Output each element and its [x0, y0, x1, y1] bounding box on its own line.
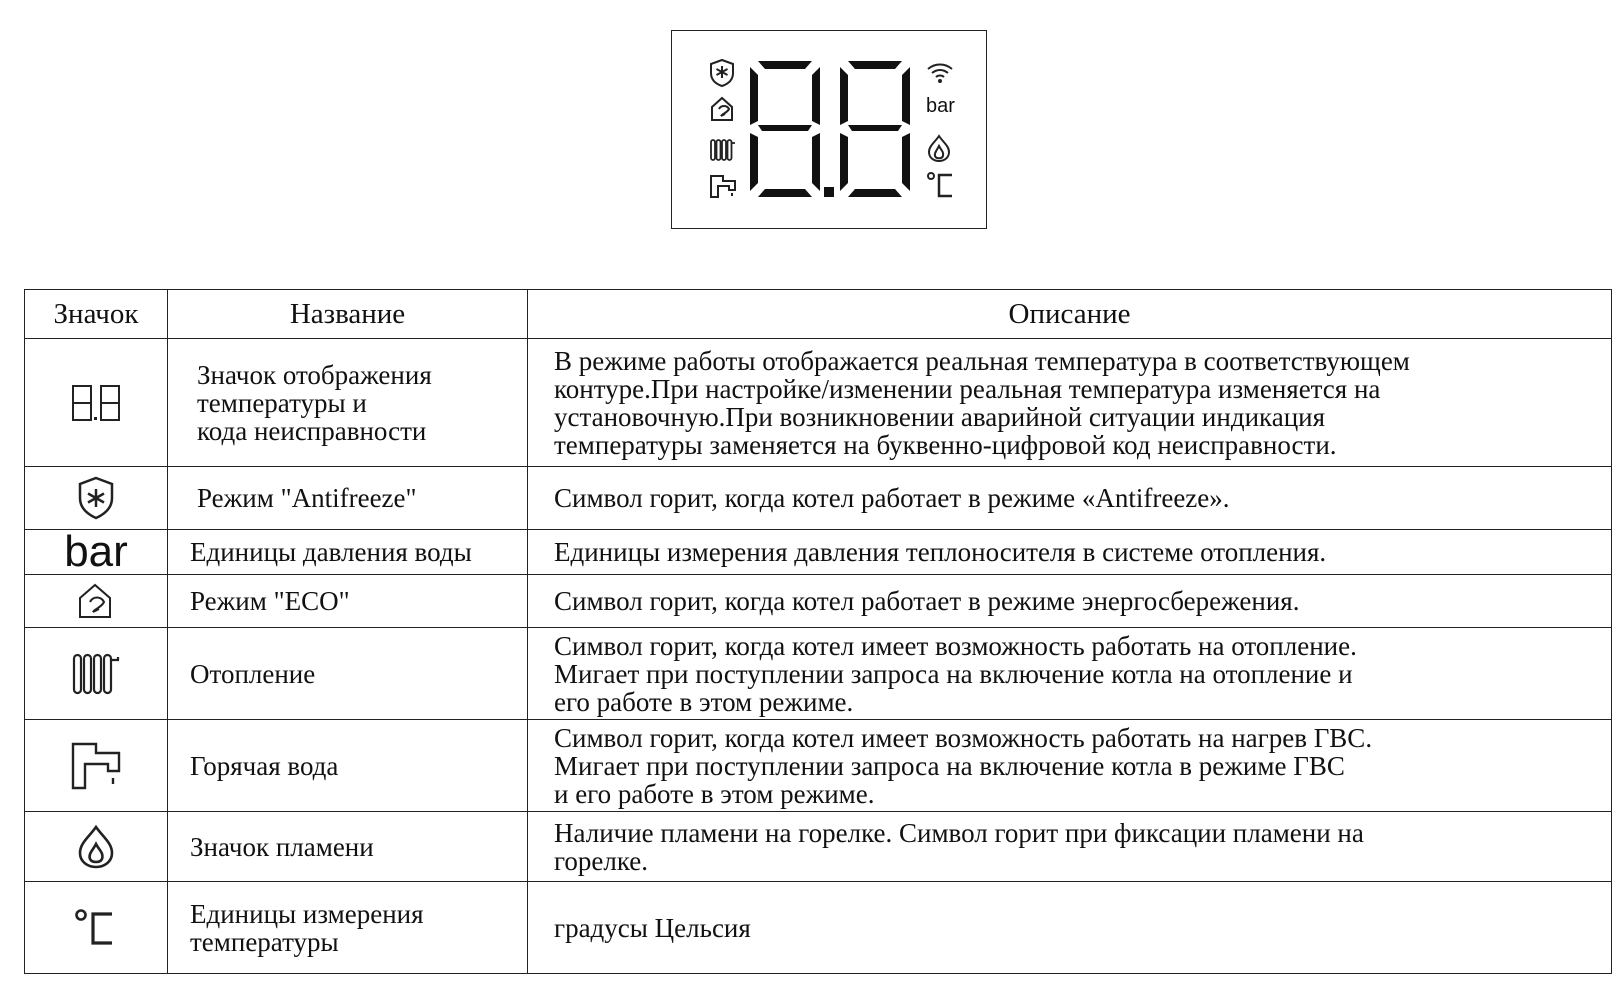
- name-cell: [168, 812, 528, 882]
- desc-line: Символ горит, когда котел имеет возможность работать на отопление.: [554, 630, 1357, 661]
- desc-line: и его работе в этом режиме.: [554, 778, 875, 809]
- table-row: [25, 882, 1612, 974]
- description-cell: [528, 575, 1612, 628]
- desc-line: Мигает при поступлении запроса на включение котла на отопление и: [554, 658, 1353, 689]
- header-description: Описание: [528, 290, 1612, 339]
- flame-icon: [927, 134, 951, 162]
- name-line: Значок пламени: [190, 831, 374, 862]
- icon-cell: [25, 628, 168, 720]
- table-row: [25, 575, 1612, 628]
- name-line: Горячая вода: [190, 750, 339, 781]
- icon-cell: [25, 882, 168, 974]
- name-cell: [168, 628, 528, 720]
- display-panel: [671, 30, 987, 229]
- bar-unit-icon: bar: [64, 527, 128, 576]
- desc-line: В режиме работы отображается реальная температура в соответствующем: [554, 345, 1410, 376]
- name-cell: [168, 339, 528, 467]
- description-cell: [528, 339, 1612, 467]
- table-row: [25, 530, 1612, 575]
- icon-cell: [25, 720, 168, 812]
- table-row: [25, 720, 1612, 812]
- desc-line: установочную.При возникновении аварийной ситуации индикация: [554, 401, 1326, 432]
- header-icon: Значок: [25, 290, 168, 339]
- desc-line: Мигает при поступлении запроса на включение котла в режиме ГВС: [554, 750, 1345, 781]
- table-header-row: [25, 290, 1612, 339]
- antifreeze-icon: [709, 58, 735, 88]
- wifi-icon: [926, 61, 954, 85]
- icon-cell: [25, 812, 168, 882]
- hot-water-tap-icon: [69, 740, 123, 792]
- eco-icon: [76, 581, 116, 621]
- desc-line: Единицы измерения давления теплоносителя в системе отопления.: [554, 537, 1327, 567]
- flame-icon: [76, 824, 116, 870]
- radiator-icon: [709, 137, 737, 163]
- description-cell: [528, 467, 1612, 530]
- icon-cell: [25, 467, 168, 530]
- name-line: Отопление: [190, 658, 316, 689]
- seven-segment-88-icon: [70, 384, 122, 422]
- description-cell: [528, 530, 1612, 575]
- table-row: [25, 467, 1612, 530]
- radiator-icon: [71, 651, 121, 697]
- name-line: температуры и: [197, 387, 367, 418]
- desc-line: температуры заменяется на буквенно-цифровой код неисправности.: [554, 429, 1337, 460]
- name-line: кода неисправности: [197, 415, 427, 446]
- name-line: Режим "ECO": [190, 586, 350, 616]
- table-row: [25, 812, 1612, 882]
- desc-line: градусы Цельсия: [554, 912, 751, 943]
- name-line: Единицы измерения: [190, 898, 424, 929]
- name-cell: [168, 467, 528, 530]
- description-cell: [528, 812, 1612, 882]
- desc-line: Наличие пламени на горелке. Символ горит при фиксации пламени на: [554, 817, 1364, 848]
- desc-line: Символ горит, когда котел работает в режиме энергосбережения.: [554, 586, 1300, 616]
- desc-line: Символ горит, когда котел имеет возможность работать на нагрев ГВС.: [554, 722, 1373, 753]
- name-line: Единицы давления воды: [190, 537, 472, 567]
- hot-water-tap-icon: [709, 173, 737, 199]
- name-cell: [168, 882, 528, 974]
- icon-legend-table: [24, 289, 1612, 974]
- description-cell: [528, 720, 1612, 812]
- icon-cell: [25, 339, 168, 467]
- name-line: Значок отображения: [197, 359, 432, 390]
- table-row: [25, 339, 1612, 467]
- description-cell: [528, 628, 1612, 720]
- name-cell: [168, 575, 528, 628]
- name-line: Режим "Antifreeze": [197, 483, 417, 513]
- name-cell: [168, 720, 528, 812]
- name-line: температуры: [190, 926, 339, 957]
- eco-icon: [709, 95, 737, 123]
- name-cell: [168, 530, 528, 575]
- table-row: [25, 628, 1612, 720]
- desc-line: контуре.При настройке/изменении реальная температура изменяется на: [554, 373, 1381, 404]
- icon-cell: [25, 575, 168, 628]
- celsius-icon: [74, 908, 118, 948]
- desc-line: горелке.: [554, 845, 649, 876]
- description-cell: [528, 882, 1612, 974]
- bar-unit-label: bar: [926, 95, 955, 117]
- celsius-icon: [926, 171, 956, 199]
- antifreeze-icon: [76, 475, 116, 521]
- header-name: Название: [168, 290, 528, 339]
- seven-segment-display: [750, 61, 912, 197]
- desc-line: Символ горит, когда котел работает в режиме «Antifreeze».: [554, 483, 1230, 513]
- desc-line: его работе в этом режиме.: [554, 686, 854, 717]
- icon-cell: [25, 527, 168, 576]
